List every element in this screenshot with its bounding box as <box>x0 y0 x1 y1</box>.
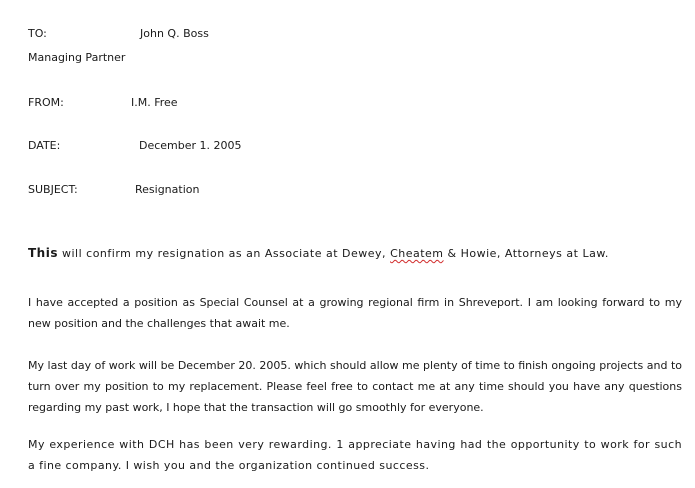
to-row <box>28 27 328 41</box>
date-label: DATE: <box>28 139 61 152</box>
intro-paragraph <box>28 245 688 262</box>
from-label: FROM: <box>28 96 64 109</box>
date-value: December 1. 2005 <box>139 139 242 152</box>
subject-row <box>28 183 328 197</box>
intro-middle: will confirm my resignation as an Associate at Dewey, <box>57 247 391 260</box>
subject-label: SUBJECT: <box>28 183 78 196</box>
intro-lead-word: This <box>28 246 58 260</box>
to-label: TO: <box>28 27 47 40</box>
body-paragraph-4: My experience with DCH has been very rewarding. 1 appreciate having had the opportunity to work for such a fine company. I wish you and the organization continued success. <box>28 438 682 472</box>
subject-value: Resignation <box>135 183 200 196</box>
intro-end: & Howie, Attorneys at Law. <box>443 247 609 260</box>
from-row <box>28 96 328 110</box>
to-title: Managing Partner <box>28 51 126 64</box>
body-paragraph-2: I have accepted a position as Special Counsel at a growing regional firm in Shreveport. I am looking forward to my new position and the challenges that await me. <box>28 296 682 330</box>
date-row <box>28 139 328 153</box>
to-value: John Q. Boss <box>140 27 209 40</box>
body-paragraph-3: My last day of work will be December 20. 2005. which should allow me plenty of time to finish ongoing projects and to turn over my position to my replacement. Please feel free to contact me at any time should you have any questions regarding my past work, I hope that the transaction will go smoothly for everyone. <box>28 359 682 414</box>
from-value: I.M. Free <box>131 96 178 109</box>
spellcheck-flagged-word[interactable]: Cheatem <box>390 247 444 260</box>
